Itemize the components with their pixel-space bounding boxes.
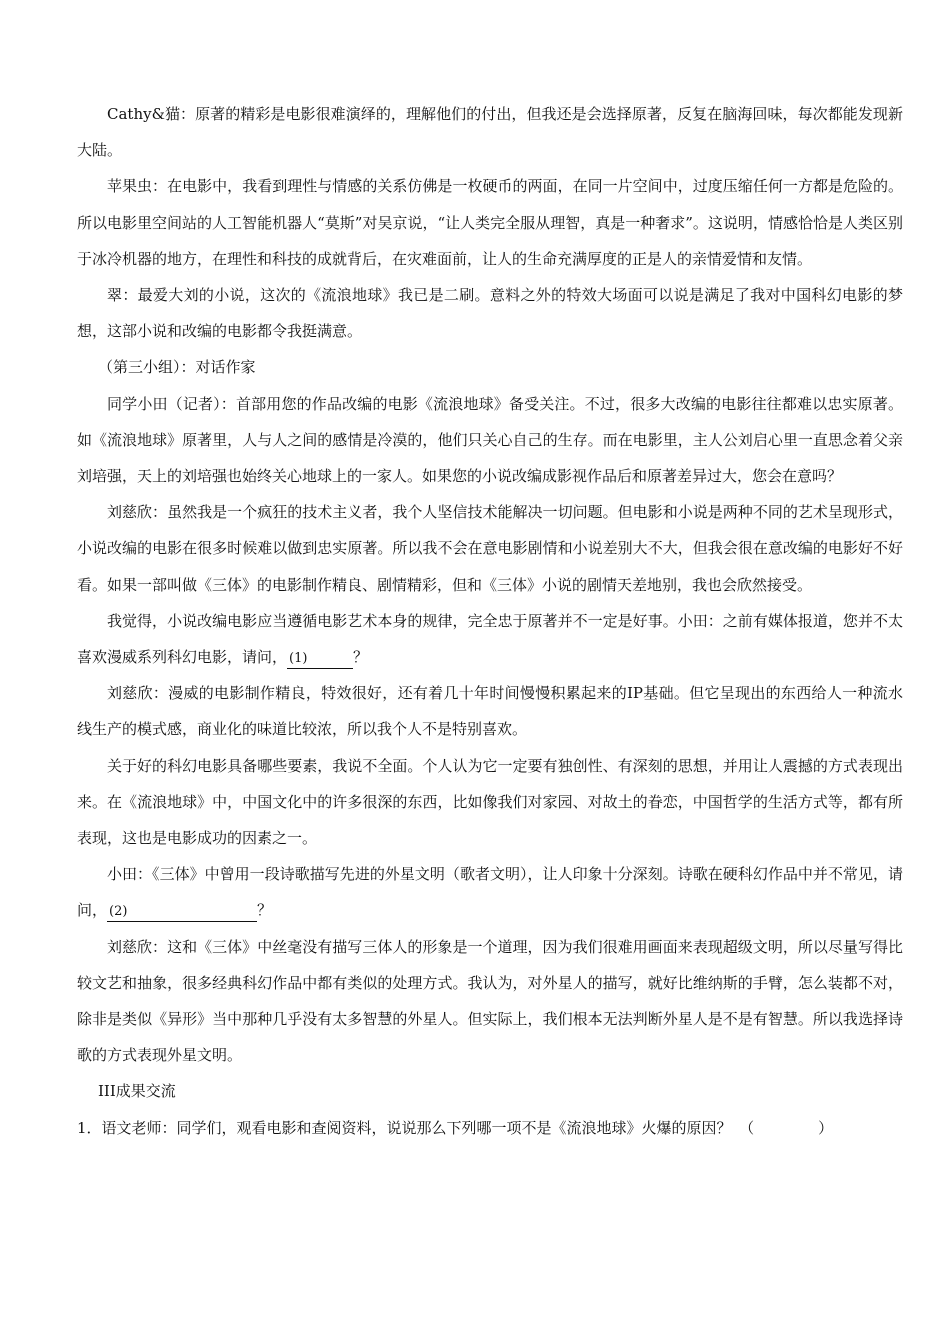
comment-cathy: Cathy&猫：原著的精彩是电影很难演绎的，理解他们的付出，但我还是会选择原著，反复在脑海回味，每次都能发现新大陆。 [77,105,903,160]
comment-pingguochong: 苹果虫：在电影中，我看到理性与情感的关系仿佛是一枚硬币的两面，在同一片空间中，过度压缩任何一方都是危险的。所以电影里空间站的人工智能机器人“莫斯”对吴京说，“让人类完全服从理智，真是一种奢求”。这说明，情感恰恰是人类区别于冰冷机器的地方，在理性和科技的成就背后，在灾难面前，让人的生命充满厚度的正是人的亲情爱情和友情。 [77,177,903,268]
question-mark: ？ [257,901,273,920]
fill-blank-2: (2) [107,903,257,922]
fill-blank-1: (1) [287,650,353,669]
interview-answer-liucixin-4: 刘慈欣：这和《三体》中丝毫没有描写三体人的形象是一个道理，因为我们很难用画面来表现超级文明，所以尽量写得比较文艺和抽象，很多经典科幻作品中都有类似的处理方式。我认为，对外星人的描写，就好比维纳斯的手臂，怎么装都不对，除非是类似《异形》当中那种几乎没有太多智慧的外星人。但实际上，我们根本无法判断外星人是不是有智慧。所以我选择诗歌的方式表现外星文明。 [77,937,903,1065]
interview-paragraph-blank-1 [77,603,903,675]
question-1 [77,1110,903,1146]
interview-answer-liucixin-2: 刘慈欣：漫威的电影制作精良，特效很好，还有着几十年时间慢慢积累起来的IP基础。但它呈现出的东西给人一种流水线生产的模式感，商业化的味道比较浓，所以我个人不是特别喜欢。 [77,684,903,739]
section-heading-results: III成果交流 [98,1082,176,1101]
interview-question-xiaotian: 同学小田（记者）：首部用您的作品改编的电影《流浪地球》备受关注。不过，很多大改编的电影往往都难以忠实原著。如《流浪地球》原著里，人与人之间的感情是冷漠的，他们只关心自己的生存。而在电影里，主人公刘启心里一直思念着父亲刘培强，天上的刘培强也始终关心地球上的一家人。如果您的小说改编成影视作品后和原著差异过大，您会在意吗？ [77,394,903,486]
paragraph-text: 小田：《三体》中曾用一段诗歌描写先进的外星文明（歌者文明），让人印象十分深刻。诗歌在硬科幻作品中并不常见，请问， [77,865,903,920]
interview-paragraph-blank-2 [77,856,903,928]
question-1-text: 1．语文老师：同学们，观看电影和查阅资料，说说那么下列哪一项不是《流浪地球》火爆的原因？ [77,1118,732,1137]
document-body [77,96,903,1146]
question-mark: ？ [353,648,369,667]
paragraph-text: 我觉得，小说改编电影应当遵循电影艺术本身的规律，完全忠于原著并不一定是好事。小田：之前有媒体报道，您并不太喜欢漫威系列科幻电影，请问， [77,611,903,667]
comment-cui: 翠：最爱大刘的小说，这次的《流浪地球》我已是二刷。意料之外的特效大场面可以说是满足了我对中国科幻电影的梦想，这部小说和改编的电影都令我挺满意。 [77,286,903,341]
interview-answer-liucixin-1: 刘慈欣：虽然我是一个疯狂的技术主义者，我个人坚信技术能解决一切问题。但电影和小说是两种不同的艺术呈现形式，小说改编的电影在很多时候难以做到忠实原著。所以我不会在意电影剧情和小说差别大不大，但我会很在意改编的电影好不好看。如果一部叫做《三体》的电影制作精良、剧情精彩，但和《三体》小说的剧情天差地别，我也会欣然接受。 [77,503,903,594]
answer-paren-close: ） [818,1118,834,1137]
section-heading-group-three: （第三小组）：对话作家 [98,358,256,377]
interview-answer-liucixin-3: 关于好的科幻电影具备哪些要素，我说不全面。个人认为它一定要有独创性、有深刻的思想，并用让人震撼的方式表现出来。在《流浪地球》中，中国文化中的许多很深的东西，比如像我们对家园、对故土的眷恋，中国哲学的生活方式等，都有所表现，这也是电影成功的因素之一。 [77,756,903,848]
answer-paren-open: （ [746,1118,755,1137]
